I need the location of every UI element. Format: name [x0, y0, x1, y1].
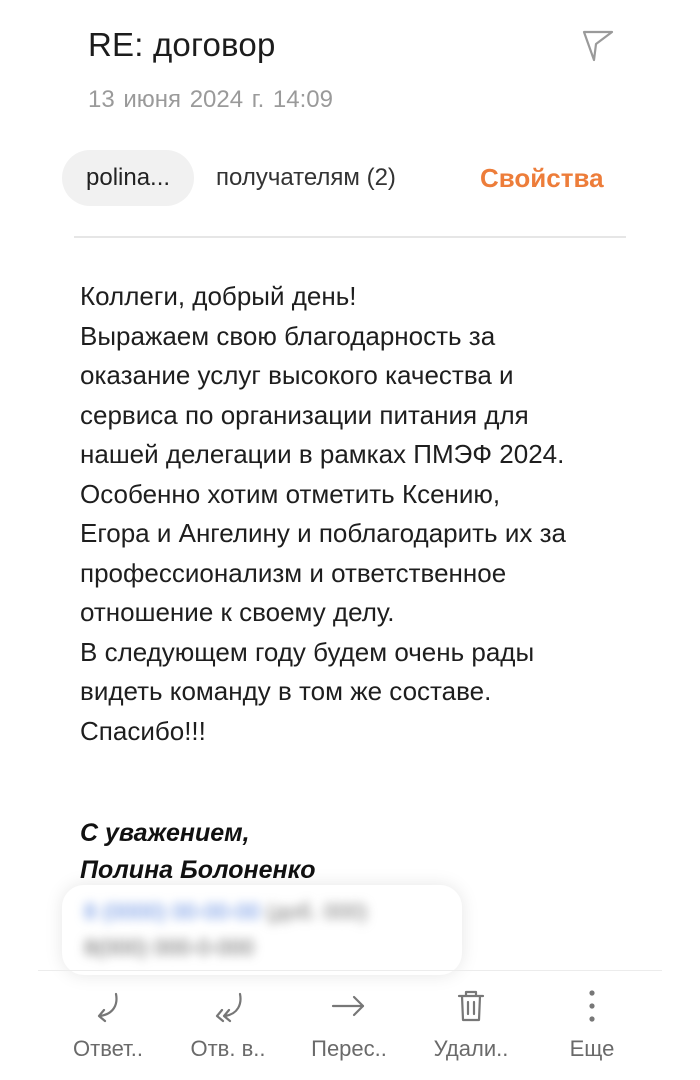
header-divider — [74, 236, 626, 238]
body-line: нашей делегации в рамках ПМЭФ 2024. — [80, 439, 565, 469]
participants-row — [62, 150, 622, 208]
forward-label: Перес.. — [311, 1036, 387, 1061]
email-header — [0, 0, 700, 240]
body-line: отношение к своему делу. — [80, 597, 395, 627]
reply-label: Ответ.. — [73, 1036, 143, 1061]
properties-button[interactable]: Свойства — [480, 163, 604, 193]
body-line: В следующем году будем очень рады — [80, 636, 535, 667]
recipients-link[interactable]: получателям (2) — [216, 164, 396, 191]
body-line: Выражаем свою благодарность за — [80, 320, 496, 351]
sender-chip[interactable]: polina... — [62, 150, 194, 206]
toolbar-divider — [38, 970, 662, 971]
delete-label: Удали.. — [433, 1036, 509, 1061]
reply-all-label: Отв. в.. — [190, 1036, 266, 1061]
body-line: Особенно хотим отметить Ксению, — [80, 478, 501, 509]
more-label: Еще — [569, 1036, 615, 1061]
blurred-contact-card — [62, 885, 462, 975]
signature-name: Полина Болоненко — [80, 856, 316, 884]
email-body — [80, 277, 640, 751]
delete-button[interactable] — [406, 982, 536, 1080]
body-line: Егора и Ангелину и поблагодарить их за — [80, 518, 566, 548]
blurred-mobile-line: 8(000) 000-0-000 — [84, 935, 255, 960]
blurred-phone-line: 8 (0000) 00-00-00 (доб. 000) — [84, 899, 368, 924]
flag-icon[interactable] — [580, 28, 616, 64]
trash-icon — [451, 986, 491, 1026]
more-button[interactable] — [527, 982, 657, 1080]
signature-closing: С уважением, — [80, 819, 250, 847]
reply-all-icon — [208, 986, 248, 1026]
forward-button[interactable] — [284, 982, 414, 1080]
body-line: Спасибо!!! — [80, 715, 206, 746]
forward-arrow-icon — [329, 986, 369, 1026]
reply-button[interactable] — [43, 982, 173, 1080]
more-vertical-icon — [572, 986, 612, 1026]
body-line: Коллеги, добрый день! — [80, 281, 357, 311]
bottom-toolbar — [0, 982, 700, 1080]
reply-all-button[interactable] — [163, 982, 293, 1080]
email-date: 13 июня 2024 г. 14:09 — [88, 86, 333, 113]
body-line: профессионализм и ответственное — [80, 557, 507, 588]
body-line: видеть команду в том же составе. — [80, 676, 492, 706]
body-line: сервиса по организации питания для — [80, 399, 529, 430]
body-line: оказание услуг высокого качества и — [80, 360, 514, 390]
email-signature — [80, 815, 316, 889]
email-subject: RE: договор — [88, 26, 276, 63]
reply-icon — [88, 986, 128, 1026]
